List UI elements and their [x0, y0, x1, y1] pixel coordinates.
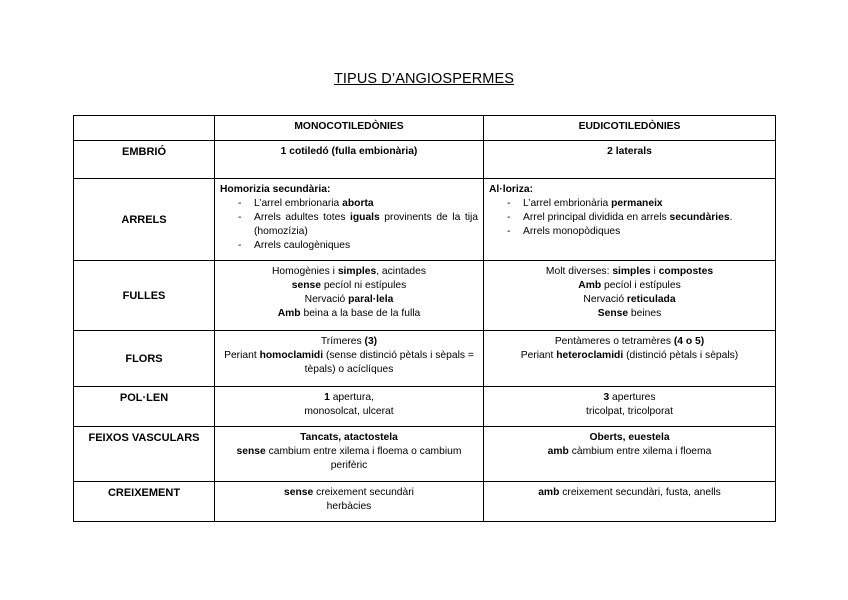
embrio-mono-text: 1 cotiledó (fulla embionària): [280, 146, 418, 157]
row-pollen: [74, 387, 776, 427]
header-eudicotiledonies: EUDICOTILEDÒNIES: [484, 116, 776, 141]
row-label-flors: FLORS: [74, 331, 215, 387]
row-embrio: [74, 141, 776, 179]
page-title: TIPUS D’ANGIOSPERMES: [333, 71, 515, 87]
row-label-pollen: POL·LEN: [74, 387, 215, 427]
arrels-mono-cell: [215, 179, 484, 261]
pollen-eudi-cell: 3 apertures tricolpat, tricolporat: [484, 387, 776, 427]
fulles-mono-cell: Homogènies i simples, acintades sense pecíol ni estípules Nervació paral·lela Amb beina a la base de la fulla: [215, 261, 484, 331]
row-label-embrio: EMBRIÓ: [74, 141, 215, 179]
row-label-fulles: FULLES: [74, 261, 215, 331]
comparison-table: [73, 115, 776, 522]
feixos-eudi-cell: Oberts, euestela amb càmbium entre xilema i floema: [484, 427, 776, 482]
creixement-mono-cell: sense creixement secundàri herbàcies: [215, 482, 484, 522]
list-item: - Arrels adultes totes iguals provinents de la tija (homozízia): [238, 211, 478, 239]
embrio-eudi-cell: [484, 141, 776, 179]
feixos-mono-cell: Tancats, atactostela sense cambium entre xilema i floema o cambium perifèric: [215, 427, 484, 482]
row-feixos-vasculars: [74, 427, 776, 482]
header-blank-cell: [74, 116, 215, 141]
list-item: - L’arrel embrionaria aborta: [238, 197, 478, 211]
arrels-eudi-list: [489, 197, 770, 239]
flors-mono-cell: Trímeres (3) Periant homoclamidi (sense distinció pètals i sèpals = tèpals) o acíclíques: [215, 331, 484, 387]
embrio-mono-cell: [215, 141, 484, 179]
flors-eudi-cell: Pentàmeres o tetramères (4 o 5) Periant heteroclamidi (distinció pètals i sèpals): [484, 331, 776, 387]
creixement-eudi-cell: amb creixement secundàri, fusta, anells: [484, 482, 776, 522]
row-flors: [74, 331, 776, 387]
header-monocotiledonies: MONOCOTILEDÒNIES: [215, 116, 484, 141]
arrels-eudi-heading: Al·lorizа:: [489, 184, 534, 195]
embrio-eudi-text: 2 laterals: [607, 146, 652, 157]
arrels-mono-list: [220, 197, 478, 253]
arrels-eudi-cell: [484, 179, 776, 261]
row-creixement: [74, 482, 776, 522]
row-label-arrels: ARRELS: [74, 179, 215, 261]
fulles-eudi-cell: Molt diverses: simples i compostes Amb pecíol i estípules Nervació reticulada Sense beines: [484, 261, 776, 331]
pollen-mono-cell: 1 apertura, monosolcat, ulcerat: [215, 387, 484, 427]
list-item: - Arrels monopòdiques: [507, 225, 770, 239]
list-item: - L’arrel embrionària permaneix: [507, 197, 770, 211]
list-item: - Arrel principal dividida en arrels secundàries.: [507, 211, 770, 225]
list-item: - Arrels caulogèniques: [238, 239, 478, 253]
row-fulles: [74, 261, 776, 331]
arrels-mono-heading: Homorizia secundària:: [220, 184, 331, 195]
row-label-creixement: CREIXEMENT: [74, 482, 215, 522]
row-label-feixos: FEIXOS VASCULARS: [74, 427, 215, 482]
header-row: [74, 116, 776, 141]
row-arrels: [74, 179, 776, 261]
